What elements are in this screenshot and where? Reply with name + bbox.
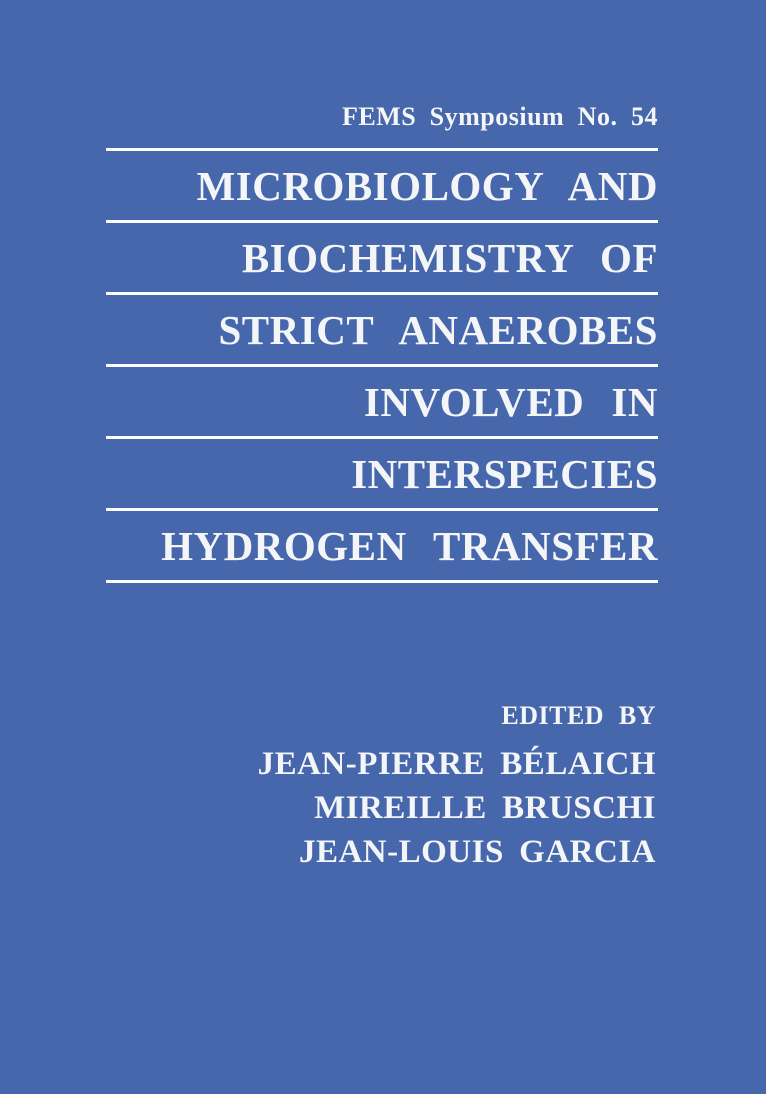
edited-by-label: EDITED BY [501,701,656,730]
title-line: HYDROGEN TRANSFER [161,522,658,569]
title-line: MICROBIOLOGY AND [196,162,658,209]
title-rule [106,580,658,583]
title-line: STRICT ANAEROBES [218,306,658,353]
editors-section [106,702,656,874]
editor-name: MIREILLE BRUSCHI [314,790,656,826]
title-line: INVOLVED IN [363,378,658,425]
editor-name: JEAN-PIERRE BÉLAICH [257,746,656,782]
title-line: INTERSPECIES [351,450,658,497]
title-block [106,148,658,583]
title-line: BIOCHEMISTRY OF [241,234,658,281]
series-label: FEMS Symposium No. 54 [341,102,658,131]
editor-name: JEAN-LOUIS GARCIA [298,834,656,870]
